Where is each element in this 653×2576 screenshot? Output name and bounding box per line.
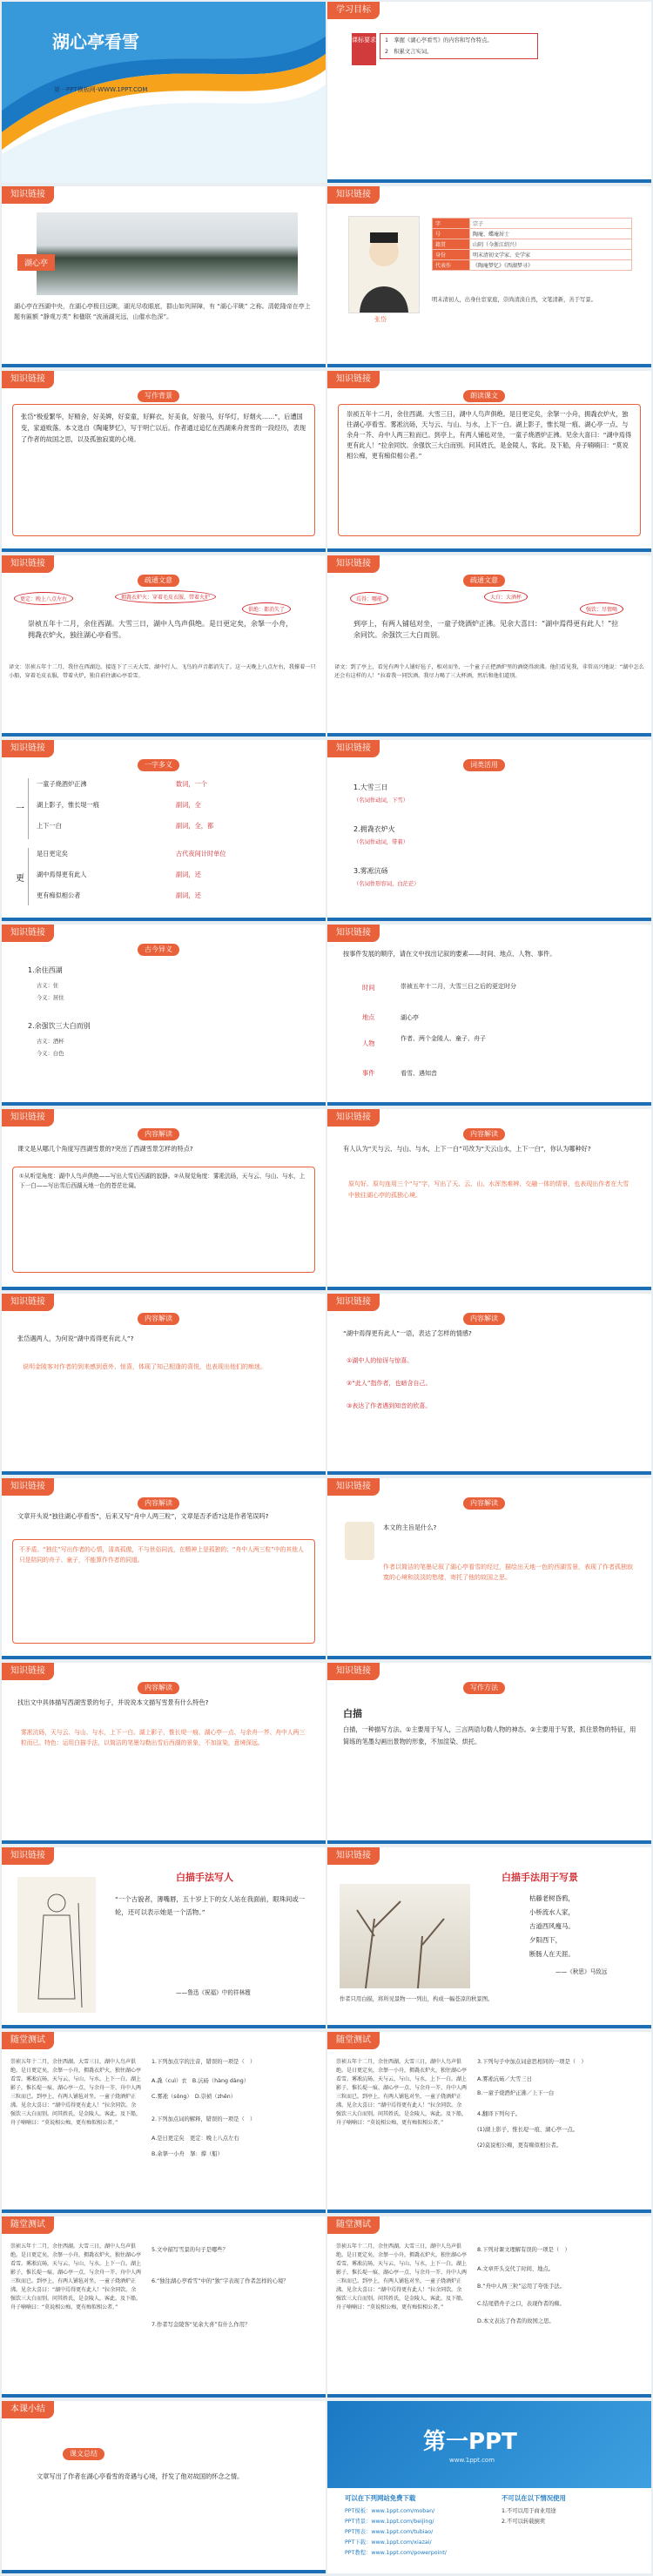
polysemy-row: 上下一白 [37, 822, 62, 830]
answer-item: ②“此人”指作者，也暗含自己。 [347, 1380, 432, 1387]
reading-text: 崇祯五年十二月，余住西湖。大雪三日，湖中人鸟声俱绝。是日更定矣，余拏一小舟，拥毳衣炉火，独往湖心亭看雪。雾凇沆砀，天与云、与山、与水，上下一白。湖上影子，惟长堤一痕、湖心亭一点、与余舟一芥、舟中人两三粒而已。到亭上，有两人铺毡对坐，一童子烧酒炉正沸。见余大喜曰：“湖中焉得更有此人！”拉余同饮。余强饮三大白而别。问其姓氏，是金陵人，客此。及下船，舟子喃喃曰：“莫说相公痴，更有痴似相公者。” [347, 410, 632, 460]
section-pill: 疏通文意 [138, 575, 179, 587]
slide-header: 知识链接 [327, 740, 380, 757]
annotation-3: 强饮：尽情喝 [580, 602, 623, 615]
element-key: 地点 [362, 1013, 375, 1021]
content-slide-16 [327, 1294, 651, 1475]
poem-line: 夕阳西下， [529, 1936, 562, 1944]
quiz-item: A.文章开头交代了时间、地点。 [477, 2266, 555, 2272]
lead-text: 按事件发展的顺序，请在文中找出记叙的要素——时间、地点、人物、事件。 [343, 950, 556, 958]
section-pill: 词类活用 [463, 759, 505, 771]
author-slide [327, 186, 651, 367]
section-pill: 一字多义 [138, 759, 179, 771]
author-portrait [348, 216, 420, 313]
baimiao-person-slide [2, 1847, 326, 2028]
quiz-item: 6.“独往湖心亭看雪”中的“独”字表现了作者怎样的心境？ [151, 2278, 289, 2284]
content-slide-15 [2, 1294, 326, 1475]
slide-header: 知识链接 [2, 371, 54, 388]
landscape-painting [340, 1884, 470, 1988]
quiz-item: C.结尾借舟子之口，表现作者的痴。 [477, 2301, 565, 2307]
ancient-meaning-1: 古义：住 [37, 983, 59, 989]
poem-line: 古道西风瘦马。 [529, 1922, 575, 1930]
bracket-2 [28, 848, 29, 905]
slide-header: 知识链接 [327, 371, 380, 388]
quiz-item: B.“舟中人两三粒”运用了夸张手法。 [477, 2283, 566, 2290]
footer-bar [2, 1656, 326, 1659]
polysemy-meaning: 副词，全，都 [176, 822, 214, 830]
figure-illustration [17, 1877, 96, 2013]
quiz-item: A.是日更定矣 更定：晚上八点左右 [151, 2135, 239, 2142]
question-text: 有人认为“天与云、与山、与水，上下一白”可改为“天云山水，上下一白”，你认为哪种好? [343, 1145, 591, 1153]
slide-header: 知识链接 [327, 1478, 380, 1496]
caption-text: 作者只用白描，将所见景物一一列出，构成一幅苍凉的秋景图。 [340, 1996, 494, 2002]
content-slide-18 [327, 1478, 651, 1659]
slide-header: 知识链接 [2, 925, 54, 942]
slide-header: 本课小结 [2, 2401, 54, 2418]
section-pill: 写作方法 [463, 1682, 505, 1694]
section-pill: 内容解读 [138, 1682, 179, 1694]
poem-line: 断肠人在天涯。 [529, 1950, 575, 1958]
slide-header: 知识链接 [327, 186, 380, 204]
poem-line: 小桥流水人家， [529, 1908, 575, 1916]
footer-bar [2, 2394, 326, 2398]
slide-header: 知识链接 [2, 186, 54, 204]
section-title: 白描手法写人 [176, 1872, 233, 1883]
question-text: 本文的主旨是什么? [383, 1523, 437, 1531]
answer-item: ①湖中人的惊讶与惊喜。 [347, 1357, 414, 1364]
footer-bar [327, 1656, 651, 1659]
modern-meaning-1: 今义：居住 [37, 995, 64, 1001]
section-pill: 内容解读 [138, 1313, 179, 1325]
footer-bar [327, 2025, 651, 2028]
poem-source: ——《秋思》马致远 [555, 1968, 608, 1975]
section-title: 白描手法用于写景 [502, 1872, 578, 1883]
annotation-3: 俱绝：都消失了 [242, 602, 291, 615]
section-pill: 写作背景 [138, 390, 179, 402]
summary-text: 文章写出了作者在湖心亭看雪的奇遇与心境，抒发了他对故国的怀念之情。 [37, 2472, 244, 2480]
char-geng: 更 [16, 874, 24, 884]
slide-title: 湖心亭看雪 [52, 31, 139, 52]
site-url: www.1ppt.com [449, 2457, 495, 2464]
poem-line: 枯藤老树昏鸦， [529, 1894, 575, 1902]
quiz-item: 5.文中描写雪景的句子是哪些？ [151, 2247, 228, 2253]
link-item[interactable]: PPT教程：www.1ppt.com/powerpoint/ [345, 2550, 447, 2556]
link-item[interactable]: PPT图表：www.1ppt.com/tubiao/ [345, 2529, 434, 2535]
section-pill: 内容解读 [463, 1497, 505, 1510]
quiz-item: A.雾凇沆砀／大雪三日 [477, 2076, 532, 2082]
lake-photo [37, 212, 298, 295]
answer-text: 作者以简洁的笔墨记叙了湖心亭看雪的经过，描绘出天地一色的西湖雪景，表现了作者孤独寂寞的心境和淡淡的愁绪，寄托了他的故国之思。 [383, 1564, 633, 1581]
footer-bar [327, 918, 651, 921]
footer-bar [2, 1840, 326, 1844]
slide-header: 知识链接 [2, 740, 54, 757]
quiz-item: 8.下列对课文理解有误的一项是（ ） [477, 2247, 570, 2253]
quiz-item: B.余拏一小舟 拏：撑（船） [151, 2151, 223, 2157]
section-pill: 课文总结 [63, 2448, 104, 2460]
link-item[interactable]: PPT模板：www.1ppt.com/moban/ [345, 2508, 435, 2514]
section-pill: 内容解读 [463, 1128, 505, 1140]
translation-text: 译文：崇祯五年十二月，我住在西湖边。接连下了三天大雪，湖中行人、飞鸟的声音都消失了。这一天晚上八点左右，我撑着一只小船，穿着毛皮衣服，带着火炉，独自前往湖心亭看雪。 [9, 664, 316, 679]
quiz-item: B.一童子烧酒炉正沸／上下一白 [477, 2090, 555, 2096]
element-key: 人物 [362, 1039, 375, 1047]
quiz-item: A.毳（cuì）衣 B.沆砀（hàng dàng） [151, 2078, 250, 2084]
objective-1: 1 掌握《湖心亭看雪》的内容和写作特点。 [385, 37, 493, 44]
polysemy-meaning: 数词，一个 [176, 780, 207, 788]
rule-item: 2.不可以转载倒卖 [502, 2519, 546, 2525]
element-value: 作者、两个金陵人、童子、舟子 [401, 1035, 486, 1042]
modern-meaning-2: 今义：白色 [37, 1051, 64, 1057]
quiz-slide-3 [2, 2216, 326, 2398]
question-text: 找出文中具体描写西湖雪景的句子，并说说本文描写雪景有什么特色? [17, 1698, 209, 1706]
baimiao-scene-slide [327, 1847, 651, 2028]
method-body: 白描，一种描写方法。①主要用于写人，三言两语勾勒人物的神态。②主要用于写景，抓住景物的特征，用简练的笔墨勾画出景物的形象，不加渲染、烘托。 [343, 1725, 636, 1745]
knowledge-slide-3 [2, 186, 326, 367]
polysemy-meaning: 古代夜间计时单位 [176, 850, 226, 858]
slide-header: 知识链接 [327, 555, 380, 573]
tag-text: 湖心亭 [24, 259, 49, 268]
element-key: 时间 [362, 984, 375, 992]
polysemy-row: 更有痴似相公者 [37, 891, 81, 899]
question-text: “湖中焉得更有此人”一语，表达了怎样的情感? [343, 1329, 472, 1337]
quiz-slide-2 [327, 2032, 651, 2213]
footer-bar [327, 733, 651, 736]
word-class-slide [327, 740, 651, 921]
quiz-item: 1.下列加点字的注音，错误的一项是（ ） [151, 2059, 256, 2065]
translation-slide-1 [2, 555, 326, 736]
answer-text: 原句好。原句连用三个“与”字，写出了天、云、山、水浑然难辨、交融一体的情景，也表现出作者在大雪中独往湖心亭的孤独心境。 [348, 1180, 629, 1199]
tag-box [17, 254, 55, 271]
polysemy-meaning: 副词，全 [176, 801, 201, 809]
polysemy-meaning: 副词，还 [176, 891, 201, 899]
body-text: 湖心亭在西湖中央，在湖心亭极目远眺，湖光尽收眼底，群山如列屏障，有 “湖心平眺” 之称。清乾隆帝在亭上题有匾额 “静观万类” 和楹联 “波涌湖光远，山催水色深”。 [14, 303, 311, 320]
answer-text: 说明金陵客对作者的到来感到意外、惊喜，体现了知己相逢的喜悦，也表现出他们的痴迷。 [23, 1363, 266, 1370]
background-slide [2, 371, 326, 552]
slide-header: 随堂测试 [327, 2032, 380, 2049]
annotation-1: 更定：晚上八点左右 [14, 592, 73, 605]
footer-bar [2, 2025, 326, 2028]
polysemy-slide [2, 740, 326, 921]
element-value: 看雪、遇知音 [401, 1070, 437, 1077]
quiz-slide-1 [2, 2032, 326, 2213]
site-logo: 第一PPT [423, 2429, 517, 2455]
element-value: 湖心亭 [401, 1014, 419, 1021]
section-pill: 内容解读 [138, 1497, 179, 1510]
slide-header: 知识链接 [2, 1847, 54, 1865]
slide-header: 知识链接 [327, 1847, 380, 1865]
quiz-item: 7.作者写金陵客“见余大喜”有什么作用？ [151, 2322, 251, 2328]
rule-item: 1.不可以用于商业用途 [502, 2508, 556, 2514]
right-title: 不可以在以下情况使用 [502, 2494, 566, 2502]
answer-text: 雾凇沆砀，天与云、与山、与水，上下一白。湖上影子，惟长堤一痕、湖心亭一点、与余舟一芥、舟中人两三粒而已。特色：运用白描手法，以简洁的笔墨勾勒出雪后西湖的景象，不加渲染，意境深远。 [21, 1729, 306, 1746]
footer-bar [327, 179, 651, 183]
footer-bar [2, 364, 326, 367]
slide-header: 知识链接 [327, 925, 380, 942]
polysemy-row: 湖中焉得更有此人 [37, 871, 87, 878]
content-slide-17 [2, 1478, 326, 1659]
slide-header: 知识链接 [2, 555, 54, 573]
slide-header: 知识链接 [327, 1109, 380, 1127]
slide-header: 学习目标 [327, 2, 380, 19]
author-table: 字 宗子 号 陶庵、蝶庵居士 籍贯 山阴（今浙江绍兴） 身份 明末清初文学家、史学家 代表作 《陶庵梦忆》《西湖梦寻》 [432, 218, 632, 271]
link-item[interactable]: PPT下载：www.1ppt.com/xiazai/ [345, 2539, 432, 2546]
polysemy-row: 湖上影子，惟长堤一痕 [37, 801, 99, 809]
slide-header: 知识链接 [327, 1294, 380, 1311]
slide-header: 知识链接 [2, 1663, 54, 1680]
passage-column: 崇祯五年十二月，余住西湖。大雪三日，湖中人鸟声俱绝。是日更定矣，余拏一小舟，拥毳衣炉火，独往湖心亭看雪。雾凇沆砀，天与云、与山、与水，上下一白。湖上影子，惟长堤一痕、湖心亭一点、与余舟一芥、舟中人两三粒而已。到亭上，有两人铺毡对坐，一童子烧酒炉正沸。见余大喜曰：“湖中焉得更有此人！”拉余同饮。余强饮三大白而别。问其姓氏，是金陵人，客此。及下船，舟子喃喃曰：“莫说相公痴，更有痴似相公者。” [10, 2243, 142, 2310]
answer-text: 不矛盾。“独往”写出作者的心情，清高孤傲，不与世俗同流，在精神上是孤独的；“舟中人两三粒”中的其他人只是陪同的舟子、童子，不能算作作者的同道。 [19, 1546, 304, 1564]
element-key: 事件 [362, 1069, 375, 1077]
question-text: 张岱遇两人，为何说“湖中焉得更有此人”? [17, 1335, 134, 1342]
quiz-item: 3.下列句子中加点词意思相同的一项是（ ） [477, 2059, 587, 2065]
footer-bar [327, 364, 651, 367]
slide-header: 随堂测试 [327, 2216, 380, 2234]
ancient-modern-slide [2, 925, 326, 1106]
question-icon [345, 1522, 374, 1560]
content-slide-13 [2, 1109, 326, 1290]
example-2: 2.余强饮三大白而别 [28, 1022, 91, 1030]
author-note: 明末清初人，出身仕宦家庭，崇尚清淡自然，文笔清新，善于写景。 [432, 297, 596, 303]
annotation-2: 大白：大酒杯 [484, 590, 528, 603]
reading-slide [327, 371, 651, 552]
footer-bar [2, 1102, 326, 1106]
section-pill: 朗读课文 [463, 390, 505, 402]
source-text: 崇祯五年十二月，余住西湖。大雪三日，湖中人鸟声俱绝。是日更定矣，余拏一小舟，拥毳衣炉火，独往湖心亭看雪。 [28, 620, 293, 639]
footer-bar [327, 1471, 651, 1475]
slide-header: 随堂测试 [2, 2032, 54, 2049]
answer-text: ①从听觉角度：湖中人鸟声俱绝——写出大雪后西湖的寂静。②从视觉角度：雾凇沆砀，天与云、与山、与水，上下一白——写出雪后西湖天地一色的苍茫壮阔。 [19, 1173, 306, 1189]
quiz-item: 4.翻译下列句子。 [477, 2111, 522, 2117]
bracket-1 [28, 778, 29, 839]
polysemy-row: 一童子烧酒炉正沸 [37, 780, 87, 788]
title-slide [2, 2, 326, 183]
answer-item: ③表达了作者遇到知音的欣喜。 [347, 1402, 432, 1409]
example-1: 1.余住西湖 [28, 966, 63, 974]
source-text: 到亭上，有两人铺毡对坐，一童子烧酒炉正沸。见余大喜曰：“湖中焉得更有此人！”拉余同饮。余强饮三大白而别。 [353, 620, 619, 639]
annotation-1: 焉得：哪能 [350, 592, 388, 605]
objectives-box [380, 33, 538, 59]
question-text: 课文是从哪几个角度写西湖雪景的?突出了西湖雪景怎样的特点? [17, 1145, 193, 1153]
objectives-label [352, 33, 376, 65]
footer-bar [2, 548, 326, 552]
site-caption: 第一PPT模板网-WWW.1PPT.COM [54, 86, 148, 93]
link-item[interactable]: PPT背景：www.1ppt.com/beijing/ [345, 2519, 434, 2525]
left-title: 可以在下列网站免费下载 [345, 2494, 416, 2502]
word-class-item: 2.拥毳衣炉火 （名词作动词，带着） [353, 825, 408, 845]
polysemy-row: 是日更定矣 [37, 850, 68, 858]
footer-bar [327, 1102, 651, 1106]
elements-slide [327, 925, 651, 1106]
footer-bar [327, 548, 651, 552]
content-slide-14 [327, 1109, 651, 1290]
author-name: 张岱 [374, 316, 387, 323]
section-pill: 内容解读 [138, 1128, 179, 1140]
credits-slide [327, 2401, 651, 2573]
writing-method-slide [327, 1663, 651, 1844]
char-yi: 一 [16, 804, 24, 814]
ancient-meaning-2: 古义：酒杯 [37, 1039, 64, 1045]
section-pill: 古今异义 [138, 944, 179, 956]
tree-icon [340, 1884, 470, 1988]
objective-2: 2 积累文言实词。 [385, 48, 433, 55]
portrait-icon [349, 217, 419, 313]
label-text: 课标要求 [352, 37, 376, 44]
polysemy-meaning: 副词，还 [176, 871, 201, 878]
footer-bar [2, 1287, 326, 1290]
summary-slide [2, 2401, 326, 2573]
quiz-item: D.本文表达了作者的故国之思。 [477, 2318, 555, 2324]
annotation-2: 拥毳衣炉火：穿着毛皮衣服，带着火炉 [115, 590, 216, 603]
quiz-slide-4 [327, 2216, 651, 2398]
woman-figure-icon [17, 1877, 96, 2013]
footer-bar [2, 2570, 326, 2573]
slide-header: 知识链接 [2, 1109, 54, 1127]
word-class-item: 3.雾凇沆砀 （名词作形容词，白茫茫） [353, 867, 420, 887]
footer-bar [327, 1287, 651, 1290]
body-text: 张岱“极爱繁华，好精舍，好美婢，好娈童，好鲜衣，好美食，好骏马，好华灯，好烟火……”，后遭国变，家道败落。本文选自《陶庵梦忆》，写于明亡以后。作者通过追忆在西湖乘舟赏雪的一段经历，表现了作者的故国之思，以及孤独寂寞的心境。 [21, 413, 306, 443]
passage-column: 崇祯五年十二月，余住西湖。大雪三日，湖中人鸟声俱绝。是日更定矣，余拏一小舟，拥毳衣炉火，独往湖心亭看雪。雾凇沆砀，天与云、与山、与水，上下一白。湖上影子，惟长堤一痕、湖心亭一点、与余舟一芥、舟中人两三粒而已。到亭上，有两人铺毡对坐，一童子烧酒炉正沸。见余大喜曰：“湖中焉得更有此人！”拉余同饮。余强饮三大白而别。问其姓氏，是金陵人，客此。及下船，舟子喃喃曰：“莫说相公痴，更有痴似相公者。” [10, 2059, 142, 2126]
footer-bar [2, 1471, 326, 1475]
quiz-item: 2.下列加点词的解释，错误的一项是（ ） [151, 2116, 256, 2122]
footer-bar [327, 2209, 651, 2213]
method-title: 白描 [343, 1708, 362, 1719]
translation-slide-2 [327, 555, 651, 736]
content-slide-19 [2, 1663, 326, 1844]
passage-column: 崇祯五年十二月，余住西湖。大雪三日，湖中人鸟声俱绝。是日更定矣，余拏一小舟，拥毳衣炉火，独往湖心亭看雪。雾凇沆砀，天与云、与山、与水，上下一白。湖上影子，惟长堤一痕、湖心亭一点、与余舟一芥、舟中人两三粒而已。到亭上，有两人铺毡对坐，一童子烧酒炉正沸。见余大喜曰：“湖中焉得更有此人！”拉余同饮。余强饮三大白而别。问其姓氏，是金陵人，客此。及下船，舟子喃喃曰：“莫说相公痴，更有痴似相公者。” [336, 2243, 468, 2310]
section-pill: 内容解读 [463, 1313, 505, 1325]
question-text: 文章开头说“独往湖心亭看雪”，后来又写“舟中人两三粒”，文章是否矛盾?这是作者笔误吗? [17, 1512, 269, 1520]
slide-header: 知识链接 [327, 1663, 380, 1680]
passage-column: 崇祯五年十二月，余住西湖。大雪三日，湖中人鸟声俱绝。是日更定矣，余拏一小舟，拥毳衣炉火，独往湖心亭看雪。雾凇沆砀，天与云、与山、与水，上下一白。湖上影子，惟长堤一痕、湖心亭一点、与余舟一芥、舟中人两三粒而已。到亭上，有两人铺毡对坐，一童子烧酒炉正沸。见余大喜曰：“湖中焉得更有此人！”拉余同饮。余强饮三大白而别。问其姓氏，是金陵人，客此。及下船，舟子喃喃曰：“莫说相公痴，更有痴似相公者。” [336, 2059, 468, 2126]
quiz-item: (2)莫说相公痴，更有痴似相公者。 [477, 2142, 562, 2149]
word-class-item: 1.大雪三日 （名词作动词，下雪） [353, 784, 408, 804]
footer-bar [2, 2209, 326, 2213]
footer-bar [327, 1840, 651, 1844]
objectives-slide [327, 2, 651, 183]
quote-text: “一个古貌者，薄嘴唇，五十岁上下的女人站在我面前，眼珠间或一轮，还可以表示她是一个活物。” [115, 1895, 306, 1916]
slide-header: 知识链接 [2, 1294, 54, 1311]
quiz-item: (1)湖上影子，惟长堤一痕、湖心亭一点。 [477, 2127, 578, 2133]
footer-bar [2, 918, 326, 921]
section-pill: 疏通文意 [463, 575, 505, 587]
element-value: 崇祯五年十二月，大雪三日之后的更定时分 [401, 983, 516, 990]
translation-text: 译文：到了亭上，看见有两个人铺好毡子，相对而坐，一个童子正把酒炉里的酒烧得滚沸。他们看见我，非常高兴地说：“湖中怎么还会有这样的人！”拉着我一同饮酒。我尽力喝了三大杯酒，然后和他们道别。 [334, 664, 644, 679]
title-waves [2, 2, 326, 183]
quote-source: ——鲁迅《祝福》中的祥林嫂 [176, 1989, 251, 1996]
slide-header: 随堂测试 [2, 2216, 54, 2234]
footer-bar [2, 733, 326, 736]
quiz-item: C.雾凇（sōng） D.崇祯（zhēn） [151, 2094, 237, 2100]
footer-bar [327, 2394, 651, 2398]
slide-header: 知识链接 [2, 1478, 54, 1496]
